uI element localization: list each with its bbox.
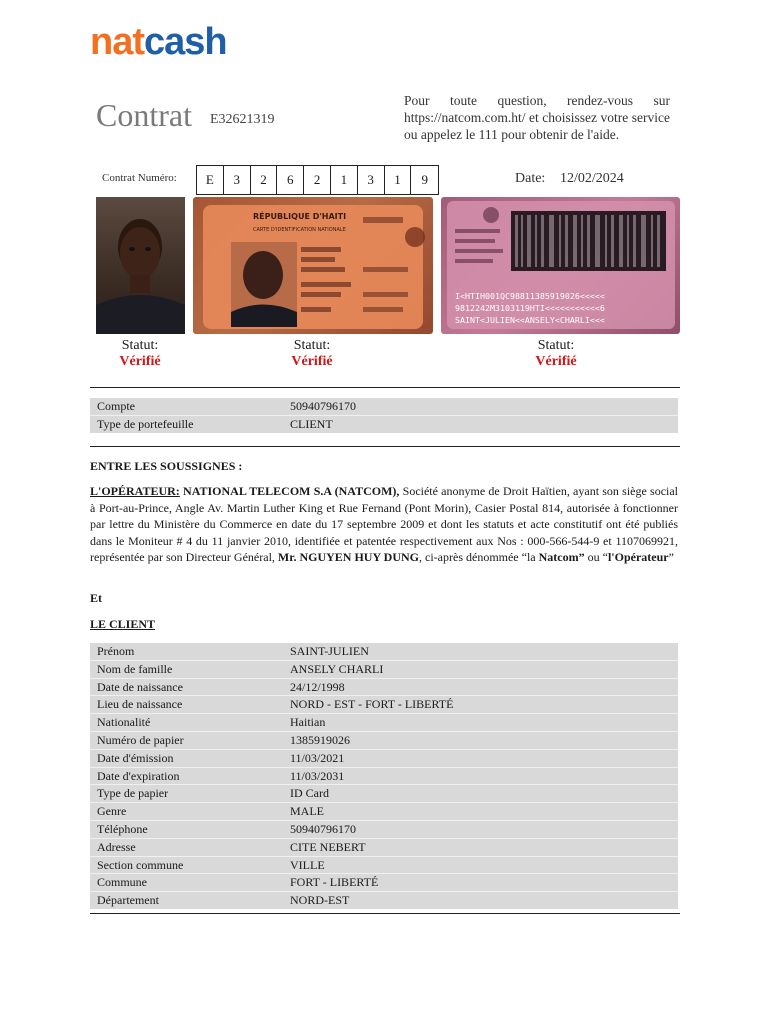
client-table bbox=[90, 643, 678, 909]
or-text: ou “ bbox=[584, 550, 608, 564]
table-row bbox=[90, 695, 678, 713]
operator-paragraph bbox=[90, 483, 678, 566]
selfie-photo bbox=[96, 197, 185, 334]
digit-box: 9 bbox=[421, 172, 429, 187]
operator-text: Société anonyme de Droit Haïtien, ayant son siège social à Port-au-Prince, Angle Av. Martin Luther King et Rue Fernand (Pont Morin), Casier Postal 814, autorisée à fonctionner par lettre du Ministère du Commerce en date du 17 septembre 2009 et dont les statuts et acte constitutif ont été publiés dans le Moniteur # 4 du 11 janvier 2010, identifiée et patentée respectivement aux Nos : 000-566-544-9 et 1107069921, représentée par son Directeur Général, bbox=[90, 484, 679, 564]
row-value: 11/03/2021 bbox=[290, 750, 345, 765]
id-card-front-title: RÉPUBLIQUE D'HAITI bbox=[253, 212, 347, 221]
table-row bbox=[90, 749, 678, 767]
digit-box: 6 bbox=[277, 166, 304, 194]
client-heading: LE CLIENT bbox=[90, 617, 156, 631]
table-row bbox=[90, 398, 678, 415]
table-row bbox=[90, 891, 678, 909]
row-value: FORT - LIBERTÉ bbox=[290, 875, 379, 890]
row-key: Compte bbox=[97, 399, 135, 413]
date-value: 12/02/2024 bbox=[560, 171, 624, 186]
divider bbox=[90, 387, 680, 388]
row-key: Nationalité bbox=[97, 715, 151, 730]
status-label: Statut: bbox=[537, 338, 575, 353]
row-value: NORD - EST - FORT - LIBERTÉ bbox=[290, 697, 454, 712]
digit-box: 3 bbox=[224, 166, 251, 194]
digit-box: 2 bbox=[304, 166, 331, 194]
row-key: Lieu de naissance bbox=[97, 697, 183, 712]
row-key: Section commune bbox=[97, 857, 184, 872]
table-row bbox=[90, 802, 678, 820]
status-label: Statut: bbox=[121, 338, 159, 353]
row-value: 11/03/2031 bbox=[290, 768, 345, 783]
id-card-front-photo bbox=[193, 197, 433, 334]
digit-box: 2 bbox=[251, 166, 278, 194]
row-key: Genre bbox=[97, 804, 127, 819]
divider bbox=[90, 446, 680, 447]
contract-number-boxes bbox=[196, 165, 439, 195]
status-badge: Vérifié bbox=[535, 354, 577, 369]
row-key: Département bbox=[97, 893, 159, 908]
director-name: Mr. NGUYEN HUY DUNG bbox=[277, 550, 420, 564]
after-director: , ci-après dénommée “la bbox=[419, 550, 536, 564]
row-value: CITE NEBERT bbox=[290, 839, 366, 854]
contract-number-label: Contrat Numéro: bbox=[102, 172, 177, 184]
table-row bbox=[90, 820, 678, 838]
row-value: 50940796170 bbox=[290, 399, 356, 413]
table-row bbox=[90, 713, 678, 731]
digit-box: 1 bbox=[385, 166, 412, 194]
table-row bbox=[90, 767, 678, 785]
id-front-status bbox=[252, 338, 372, 370]
row-key: Date de naissance bbox=[97, 679, 183, 694]
contract-title: Contrat bbox=[96, 97, 192, 133]
row-key: Prénom bbox=[97, 644, 135, 658]
mrz-line-1: I<HTIH001QC98811385919026<<<<< bbox=[455, 291, 605, 301]
operator-name: NATIONAL TELECOM S.A (NATCOM), bbox=[183, 484, 400, 498]
digit-box: 1 bbox=[331, 166, 358, 194]
table-row bbox=[90, 856, 678, 874]
row-key: Date d'expiration bbox=[97, 768, 180, 783]
row-value: VILLE bbox=[290, 857, 325, 872]
operateur-quote: l'Opérateur bbox=[607, 550, 669, 564]
row-key: Nom de famille bbox=[97, 661, 173, 676]
row-key: Type de portefeuille bbox=[97, 416, 194, 431]
table-row bbox=[90, 660, 678, 678]
table-row bbox=[90, 731, 678, 749]
table-row bbox=[90, 415, 678, 433]
row-key: Date d'émission bbox=[97, 750, 174, 765]
row-value: ANSELY CHARLI bbox=[290, 661, 384, 676]
table-row bbox=[90, 784, 678, 802]
row-key: Commune bbox=[97, 875, 147, 890]
date-label: Date: bbox=[515, 171, 546, 186]
row-value: CLIENT bbox=[290, 416, 333, 431]
row-key: Type de papier bbox=[97, 786, 169, 801]
id-back-status bbox=[496, 338, 616, 370]
digit-box: E bbox=[197, 166, 224, 194]
account-table bbox=[90, 398, 678, 433]
selfie-status bbox=[80, 338, 200, 370]
natcash-logo: natcash bbox=[90, 21, 227, 63]
row-value: NORD-EST bbox=[290, 893, 350, 908]
row-value: SAINT-JULIEN bbox=[290, 644, 369, 658]
id-card-front-subtitle: CARTE D'IDENTIFICATION NATIONALE bbox=[253, 227, 346, 233]
row-value: MALE bbox=[290, 804, 324, 819]
id-card-back-photo bbox=[441, 197, 680, 334]
end-quote: ” bbox=[668, 550, 674, 564]
divider bbox=[90, 913, 680, 914]
mrz-line-3: SAINT<JULIEN<<ANSELY<CHARLI<<< bbox=[455, 315, 605, 325]
help-text: Pour toute question, rendez-vous sur https://natcom.com.ht/ et choisissez votre service ou appelez le 111 pour obtenir de l'aide. bbox=[404, 93, 670, 142]
row-value: ID Card bbox=[290, 786, 329, 801]
mrz-line-2: 9812242M3103119HTI<<<<<<<<<<<6 bbox=[455, 303, 605, 313]
digit-box: 3 bbox=[358, 166, 385, 194]
status-badge: Vérifié bbox=[119, 354, 161, 369]
row-key: Adresse bbox=[97, 839, 136, 854]
status-label: Statut: bbox=[293, 338, 331, 353]
operator-label: L'OPÉRATEUR: bbox=[90, 484, 180, 498]
natcom-quote: Natcom” bbox=[538, 550, 585, 564]
agreement-heading: ENTRE LES SOUSSIGNES : bbox=[90, 459, 243, 473]
table-row bbox=[90, 838, 678, 856]
row-value: 50940796170 bbox=[290, 821, 356, 836]
table-row bbox=[90, 873, 678, 891]
status-badge: Vérifié bbox=[291, 354, 333, 369]
row-key: Numéro de papier bbox=[97, 732, 184, 747]
et-text: Et bbox=[90, 591, 102, 605]
contract-id-heading: E32621319 bbox=[210, 112, 275, 127]
table-row bbox=[90, 643, 678, 660]
row-value: 1385919026 bbox=[290, 732, 350, 747]
table-row bbox=[90, 678, 678, 696]
row-value: 24/12/1998 bbox=[290, 679, 345, 694]
row-key: Téléphone bbox=[97, 821, 148, 836]
row-value: Haitian bbox=[290, 715, 326, 730]
